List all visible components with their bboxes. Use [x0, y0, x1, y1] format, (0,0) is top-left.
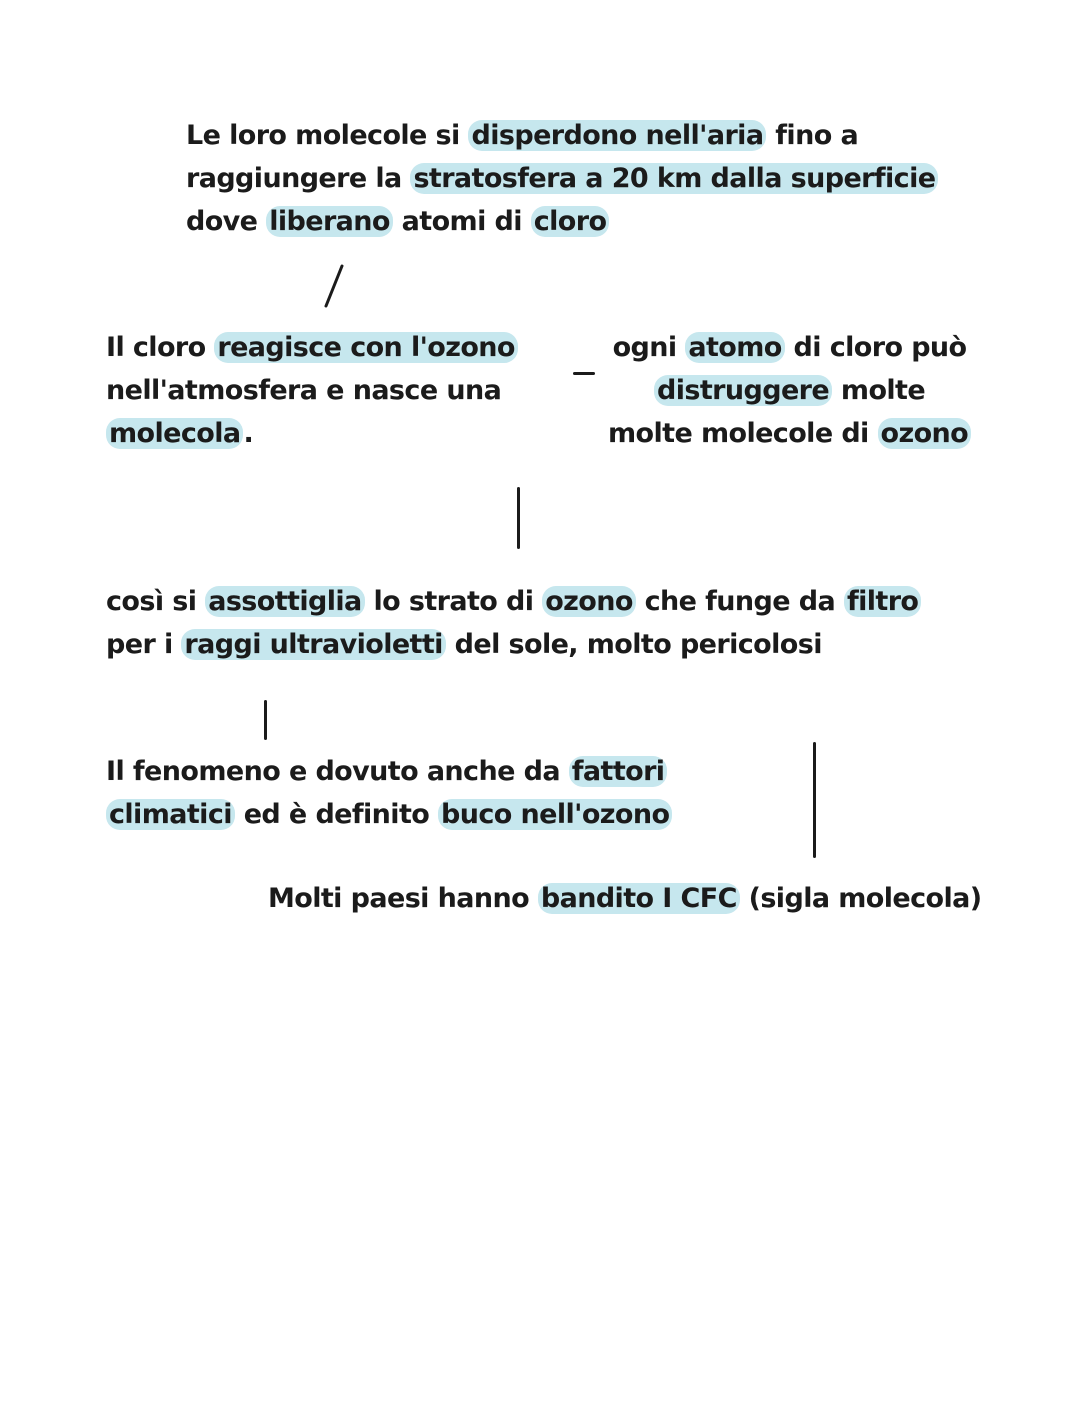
highlighted-text: cloro — [531, 206, 610, 237]
highlighted-text: ozono — [542, 586, 636, 617]
note-text: molte molecole di — [608, 418, 878, 449]
note-text: fino a — [766, 120, 859, 151]
note-line — [186, 200, 938, 243]
connector-slash — [318, 262, 348, 310]
note-text: Molti paesi hanno — [268, 883, 538, 914]
note-line — [186, 114, 938, 157]
connector-dash — [573, 372, 595, 375]
connector-vertical-center — [517, 487, 520, 549]
note-text: ogni — [612, 332, 686, 363]
note-text: che funge da — [635, 586, 844, 617]
note-line — [608, 412, 971, 455]
highlighted-text: filtro — [844, 586, 921, 617]
note-text: dove — [186, 206, 267, 237]
note-text: raggiungere la — [186, 163, 411, 194]
note-text: nell'atmosfera e nasce una — [106, 375, 502, 406]
note-text: Le loro molecole si — [186, 120, 469, 151]
connector-vertical-left — [264, 700, 267, 740]
highlighted-text: reagisce con l'ozono — [214, 332, 518, 363]
highlighted-text: raggi ultravioletti — [181, 629, 445, 660]
highlighted-text: ozono — [878, 418, 972, 449]
note-block-dispersione — [186, 114, 938, 243]
note-text: molte — [832, 375, 926, 406]
note-line — [268, 877, 981, 920]
highlighted-text: bandito I CFC — [538, 883, 740, 914]
note-text: lo strato di — [364, 586, 543, 617]
note-line — [608, 369, 971, 412]
note-block-atomo-cloro — [608, 326, 971, 455]
highlighted-text: fattori — [569, 756, 668, 787]
note-block-buco-ozono — [106, 750, 672, 836]
highlighted-text: assottiglia — [205, 586, 364, 617]
highlighted-text: molecola — [106, 418, 243, 449]
note-block-reazione-cloro — [106, 326, 518, 455]
highlighted-text: buco nell'ozono — [438, 799, 672, 830]
highlighted-text: distruggere — [654, 375, 832, 406]
note-text: Il fenomeno e dovuto anche da — [106, 756, 569, 787]
note-line — [186, 157, 938, 200]
note-text: ed è definito — [234, 799, 439, 830]
note-text: Il cloro — [106, 332, 215, 363]
note-text: (sigla molecola) — [739, 883, 982, 914]
note-text: atomi di — [392, 206, 531, 237]
note-line — [106, 623, 921, 666]
note-line — [106, 750, 672, 793]
note-line — [106, 326, 518, 369]
connector-vertical-right — [813, 742, 816, 858]
note-line — [106, 580, 921, 623]
highlighted-text: disperdono nell'aria — [468, 120, 766, 151]
note-text: . — [243, 418, 254, 449]
note-block-bando-cfc — [268, 877, 981, 920]
note-line — [106, 369, 518, 412]
note-text: così si — [106, 586, 206, 617]
note-line — [608, 326, 971, 369]
note-text: per i — [106, 629, 182, 660]
highlighted-text: liberano — [266, 206, 393, 237]
note-line — [106, 793, 672, 836]
note-text: del sole, molto pericolosi — [445, 629, 822, 660]
note-block-assottigliamento — [106, 580, 921, 666]
note-line — [106, 412, 518, 455]
highlighted-text: climatici — [106, 799, 235, 830]
highlighted-text: atomo — [685, 332, 784, 363]
highlighted-text: stratosfera a 20 km dalla superficie — [410, 163, 938, 194]
note-text: di cloro può — [784, 332, 967, 363]
